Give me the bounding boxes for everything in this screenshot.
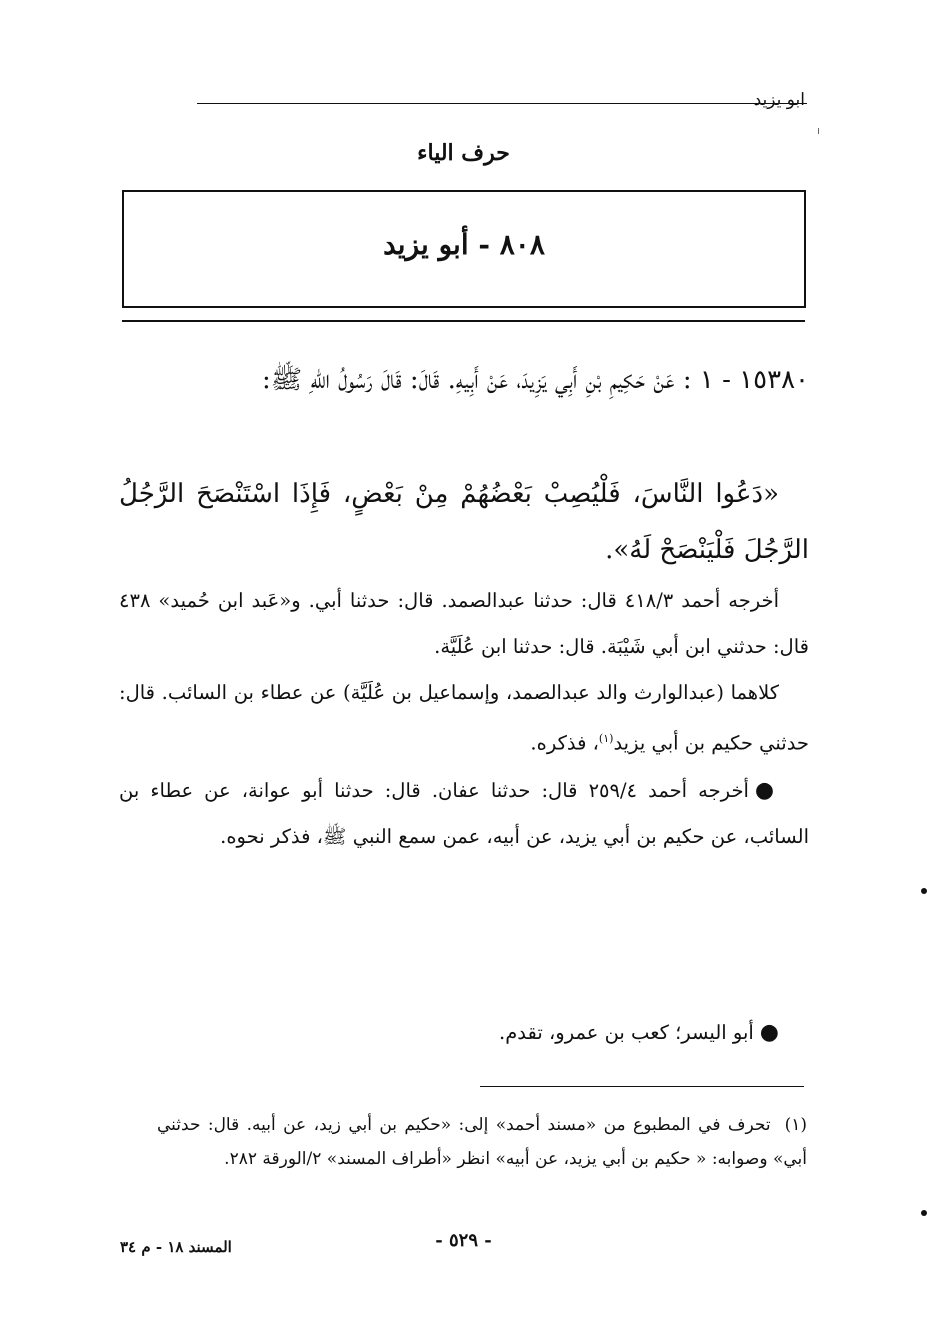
margin-mark: [818, 128, 819, 134]
entry-title: ٨٠٨ - أبو يزيد: [383, 228, 545, 261]
footnote-rule: [480, 1086, 804, 1087]
takhrij-paragraph-2: [119, 670, 809, 767]
footnote-number: (١): [784, 1115, 807, 1135]
page-number: - ٥٢٩ -: [435, 1230, 492, 1251]
footnote-ref: (١): [598, 732, 614, 745]
chapter-title: حرف الياء: [417, 140, 510, 166]
margin-dot: [921, 1210, 927, 1216]
takhrij-3-text: أخرجه أحمد ٢٥٩/٤ قال: حدثنا عفان. قال: حدثنا أبو عوانة، عن عطاء بن السائب، عن حكيم بن أبي يزيد، عن أبيه، عمن سمع النبي ﷺ، فذكر نحوه.: [119, 779, 809, 848]
running-head: ابو يزيد: [753, 90, 805, 110]
takhrij-paragraph-3: [119, 768, 809, 860]
footnote: [157, 1108, 807, 1176]
takhrij-2-text: كلاهما (عبدالوارث والد عبدالصمد، وإسماعيل بن عُلَيَّة) عن عطاء بن السائب. قال: حدثني حكيم بن أبي يزيد: [119, 681, 809, 755]
section-rule: [122, 320, 805, 322]
takhrij-paragraph-1: أخرجه أحمد ٤١٨/٣ قال: حدثنا عبدالصمد. قال: حدثنا أبي. و«عَبد ابن حُميد» ٤٣٨ قال: حدثني ابن أبي شَيْبَة. قال: حدثنا ابن عُلَيَّة.: [119, 589, 809, 658]
hadith-intro: ١٥٣٨٠ - ١ : عَنْ حَكِيمِ بْنِ أَبِي يَزِيدَ، عَنْ أَبِيهِ. قَالَ: قَالَ رَسُولُ اللهِ ﷺ:: [262, 365, 809, 395]
bullet-icon: ●: [759, 1020, 779, 1045]
footnote-text: تحرف في المطبوع من «مسند أحمد» إلى: «حكيم بن أبي زيد، عن أبيه. قال: حدثني أبي» وصوابه: « حكيم بن أبي يزيد، عن أبيه» انظر «أطراف المسند» ٢/الورقة ٢٨٢.: [157, 1115, 807, 1169]
bullet-icon: ●: [754, 778, 779, 803]
cross-reference: [119, 1010, 809, 1056]
takhrij-2-end: ، فذكره.: [530, 731, 599, 755]
margin-dot: [921, 888, 927, 894]
hadith-text: «دَعُوا النَّاسَ، فَلْيُصِبْ بَعْضُهُمْ مِنْ بَعْضٍ، فَإِذَا اسْتَنْصَحَ الرَّجُلُ الرَّجُلَ فَلْيَنْصَحْ لَهُ».: [119, 479, 809, 565]
cross-reference-text: أبو اليسر؛ كعب بن عمرو، تقدم.: [499, 1021, 754, 1044]
entry-title-box: [122, 190, 806, 308]
header-rule: [197, 103, 807, 104]
printer-signature: المسند ١٨ - م ٣٤: [120, 1238, 232, 1256]
